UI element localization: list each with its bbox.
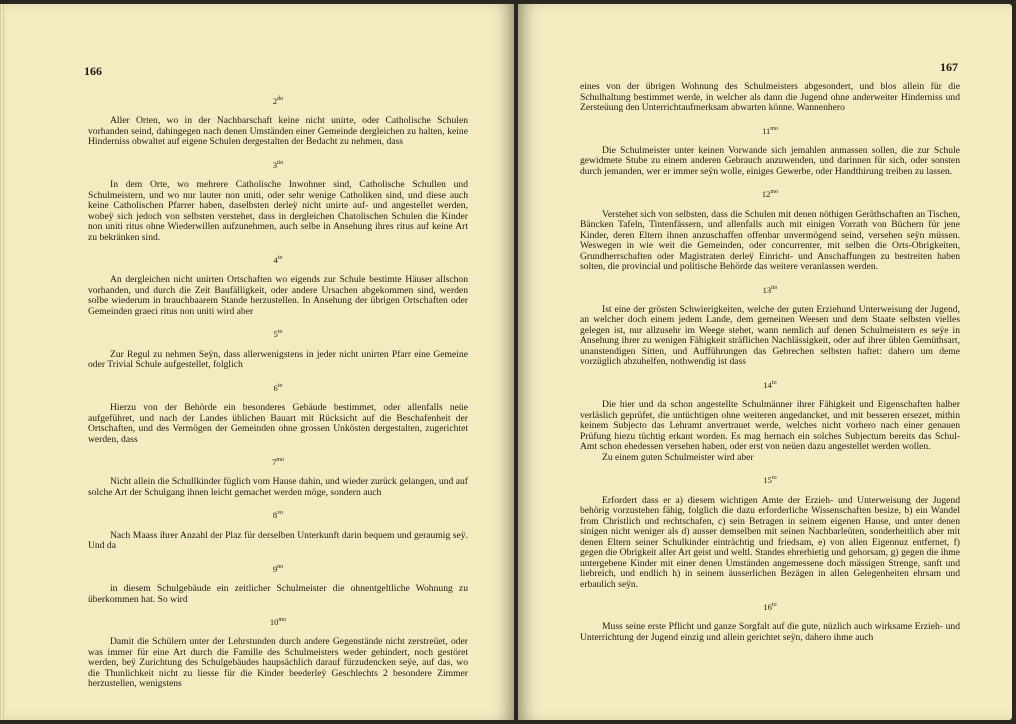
section-number-digits: 11	[762, 125, 771, 136]
section-number-digits: 16	[763, 601, 772, 612]
section-number-suffix: mo	[770, 125, 778, 132]
paragraph: Muss seine erste Pflicht und ganze Sorgfalt auf die gute, nüzlich auch wirksame Erzieh- und Unterrichtung der Jugend einzig und allein gerichtet seÿn, dahero ihme auch	[580, 621, 960, 643]
paragraph: Aller Orten, wo in der Nachbarschaft keine nicht unirte, oder Catholische Schulen vorhanden seind, dahingegen nach denen Umständen einer Gemeinde dergleichen zu halten, keine Hinderniss obwaltet auf eigene Schulen dergestalten der Bedacht zu nehmen, dass	[88, 115, 468, 148]
section-number-digits: 15	[763, 475, 772, 486]
section-number	[88, 94, 468, 106]
section-number	[580, 124, 960, 136]
section-number-suffix: mo	[278, 617, 287, 624]
section-number-suffix: to	[771, 379, 777, 386]
section-number	[88, 562, 468, 574]
section-number-digits: 7	[272, 456, 277, 467]
section-number-digits: 4	[273, 254, 278, 265]
section-number-suffix: to	[771, 475, 777, 482]
paragraph: in diesem Schulgebäude ein zeitlicher Schulmeister die ohnentgeltliche Wohnung zu überkommen hat. So wird	[88, 583, 468, 605]
section-number	[580, 600, 960, 612]
paragraph: Nicht allein die Schullkinder füglich vom Hause dahin, und wieder zurück gelangen, und auf solche Art der Schulgang ihnen leicht gemachet werden möge, sondern auch	[88, 476, 468, 498]
section-number-suffix: tio	[771, 284, 778, 291]
section-number-digits: 3	[272, 159, 277, 170]
section-number	[580, 378, 960, 390]
paragraph: Verstehet sich von selbsten, dass die Schulen mit denen nöthigen Geräthschaften an Tischen, Bäncken Tafeln, Tintenfässern, und allenfalls auch mit einigen Vorrath von Büchern für jene Kinder, deren Eltern ihnen anzuschaffen offenbar unvermögend seind, versehen seÿn müssen. Weswegen in wie weit die Gemeinden, oder concurrenter, mit selben die Orts-Obrigkeiten, Grundherrschaften oder Magistraten derleÿ Einricht- und Anschaffungen zu bestreiten haben solten, die provincial und politische Behörde das weitere veranlassen werden.	[580, 208, 960, 273]
section-number-digits: 8	[272, 510, 278, 521]
section-number-suffix: vo	[277, 510, 284, 517]
paragraph: Damit die Schülern unter der Lehrstunden durch andere Gegenstände nicht zerstreüet, oder was immer für eine Art durch die Famille des Schulmeisters weder gehindert, noch gestöret werden, beÿ Zurichtung des Schulgebäudes haupsächlich darauf fürzudencken seÿe, auf das, wo die Thunlichkeit nicht zu liesse für die Kinder beederleÿ Geschlechts 2 besondere Zimmer herzustellen, wenigstens	[88, 636, 468, 690]
section-number-suffix: to	[771, 602, 777, 609]
page-text	[88, 84, 468, 690]
section-number-suffix: mo	[276, 457, 284, 464]
section-number-suffix: to	[277, 255, 283, 262]
section-number	[88, 508, 468, 520]
paragraph: An dergleichen nicht unirten Ortschaften wo eigends zur Schule bestimte Häuser allschon vorhanden, und durch die Zeit Baufälligkeit, oder andere Ursachen abgekommen sind, werden solbe wiederum in brauchbaarem Stande herzustellen. In Ansehung der übrigen Ortschaften oder Gemeinden graeci ritus non uniti wird aber	[88, 274, 468, 317]
section-number-digits: 9	[272, 563, 278, 574]
page-number: 167	[940, 60, 958, 74]
section-number-digits: 2	[272, 95, 278, 106]
paragraph: Die Schulmeister unter keinen Vorwande sich jemahlen anmassen sollen, die zur Schule gewidmete Stube zu einem anderen Gebrauch anzuwenden, und darinnen für sich, oder sonsten durch jemanden, wer er immer seÿn wolle, einiges Gewerbe, oder Handthirung treiben zu lassen.	[580, 144, 960, 177]
paragraph: Erfordert dass er a) diesem wichtigen Amte der Erzieh- und Unterweisung der Jugend behörig vorzustehen fähig, folglich die dazu erforderliche Wissenschaften besize, b) ein Wandel from Christlich und rechtschafen, c) sein Betragen in seinem eigenen Hause, und unter denen sinigen nicht weniger als d) ausser demselben mit seinen Nachbarleüten, sonderheitlich aber mit denen Eltern seiner Schulkinder einträchtig und friedsam, e) von allen Eigennuz entfernet, f) gegen die Obrigkeit aller Art geist und weltl. Standes ehrerbietig und gehorsam, g) gegen die ihme untergebene Kinder mit einer denen Umständen angemessene doch mässigen Strenge, sanft und liebreich, und endlich h) in seinem äusserlichen Bezägen in allen Gelegenheiten ehrsam und erbaulich seÿn.	[580, 494, 960, 590]
section-number	[88, 158, 468, 170]
page-text	[580, 82, 960, 643]
left-page	[6, 4, 514, 720]
section-number	[88, 253, 468, 265]
section-number-digits: 6	[273, 382, 278, 393]
section-number-suffix: tio	[276, 159, 284, 166]
section-number-suffix: do	[277, 96, 284, 102]
section-number-suffix: to	[277, 382, 283, 389]
section-number-digits: 10	[269, 616, 279, 627]
paragraph: In dem Orte, wo mehrere Catholische Inwohner sind, Catholische Schullen und Schulmeistern, und wo nur lauter non uniti, oder sehr wenige Catholiken sind, und diese auch keine Catholischen Pfarrer haben, daselbsten derleÿ nicht unirte auf- und angestellet werden, wobeÿ sich jedoch von selbsten verstehet, dass in dergleichen Chatolischen Schulen die Kinder non uniti ritus ohne Wiederwillen aufzunehmen, auch selbe in Ansehung ihres ritus auf keine Art zu bekränken sind.	[88, 179, 468, 243]
section-number-digits: 5	[273, 329, 278, 340]
section-number-digits: 13	[762, 284, 772, 295]
section-number	[88, 455, 468, 467]
section-number	[88, 381, 468, 393]
section-number-digits: 12	[761, 189, 771, 200]
section-number	[580, 283, 960, 295]
page-number: 166	[84, 64, 102, 78]
paragraph: Nach Maass ihrer Anzahl der Plaz für derselben Unterkunft darin bequem und geraumig seÿ. Und da	[88, 529, 468, 552]
section-number-digits: 14	[763, 379, 772, 390]
paragraph: Die hier und da schon angestellte Schulmänner ihrer Fähigkeit und Eigenschaften halber verläslich geprüfet, die untüchtigen ohne weiteren angedancket, und mit besseren ersezet, mithin keinem Subjecto das Lehramt anvertrauet werde, welches nicht vorhero nach einer genauen Prüfung hiezu tüchtig erkant worden. Es mag hernach ein solches Subjectum bereits das Schul-Amt schon ehedessen versehen haben, oder erst von neüen dazu angestellet werden wollen.	[580, 399, 960, 453]
paragraph-tail: Zu einem guten Schulmeister wird aber	[602, 451, 754, 463]
section-number-suffix: no	[277, 563, 284, 570]
paragraph: Hierzu von der Behörde ein besonderes Gebäude bestimmet, oder allenfalls neüe aufgeführet, und nach der Landes üblichen Bauart mit Rücksicht auf die Beschafenheit der Ortschaften, und des Vermögen der Gemeinden ohne grossen Unkösten dergestalten, zugerichtet werden, dass	[88, 402, 468, 445]
paragraph: eines von der übrigen Wohnung des Schulmeisters abgesondert, und blos allein für die Schulhaltung bestimmet werde, in welcher als dann die Jugend ohne anderweiter Hinderniss und Zersteüung den Unterrichtaufmerksam abwarten könne. Wannenhero	[580, 81, 960, 113]
section-number-suffix: mo	[770, 189, 779, 196]
section-number	[580, 473, 960, 485]
paragraph: Zur Regul zu nehmen Seÿn, dass allerwenigstens in jeder nicht unirten Pfarr eine Gemeine oder Trivial Schule aufgestellet, folglich	[88, 348, 468, 371]
paragraph: Ist eine der grösten Schwierigkeiten, welche der guten Erziehund Unterweisung der Jugend, an welcher doch einem jedem Lande, dem gemeinen Weesen und dem Staate selbsten vielles gelegen ist, nur allzusehr im Weege stehet, wann nemlich auf denen Schulmeistern es seÿe in Ansehung ihrer zu wenigen Fähigkeit sträflichen Nachlässigkeit, oder auf ihrer üblen Gemüthsart, unanstendigen Sitten, und Aufführungen das Gebrechen selbsten haftet: dahero um deme vorzüglich abzuhelfen, nothwendig ist dass	[580, 303, 960, 368]
section-number-suffix: to	[277, 329, 283, 336]
section-number	[580, 187, 960, 199]
right-page	[518, 4, 1012, 720]
section-number	[88, 327, 468, 339]
section-number	[88, 615, 468, 627]
